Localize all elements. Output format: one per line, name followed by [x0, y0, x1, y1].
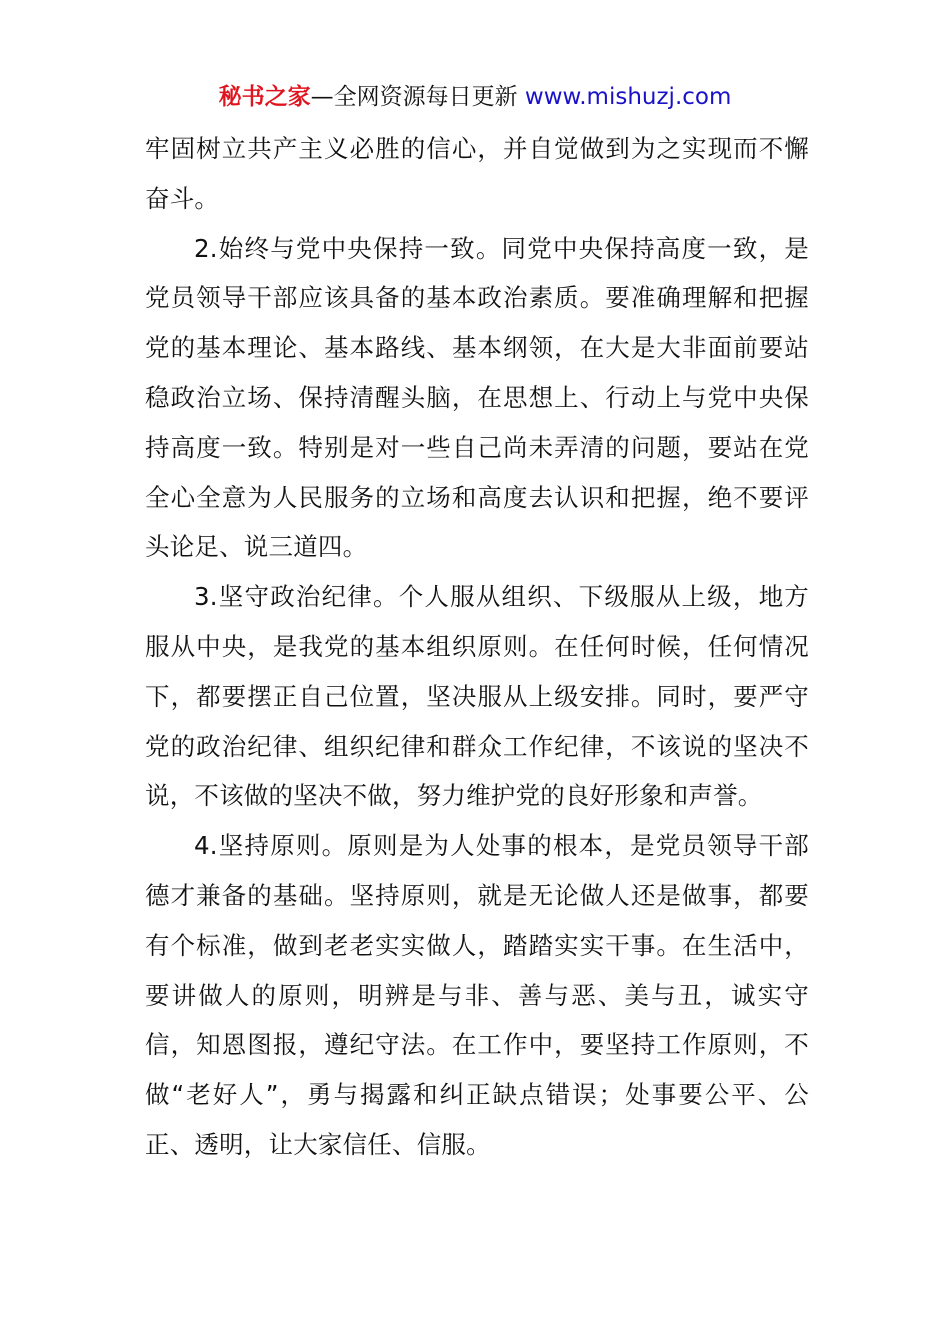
site-url-link[interactable]: www.mishuzj.com	[524, 84, 732, 110]
paragraph-political-discipline: 3.坚守政治纪律。个人服从组织、下级服从上级，地方服从中央，是我党的基本组织原则。在任何时候，任何情况下，都要摆正自己位置，坚决服从上级安排。同时，要严守党的政治纪律、组织纪律和群众工作纪律，不该说的坚决不说，不该做的坚决不做，努力维护党的良好形象和声誉。	[145, 582, 809, 811]
document-body	[145, 124, 809, 1170]
header-tagline: —全网资源每日更新	[310, 84, 518, 110]
paragraph-party-central-alignment: 2.始终与党中央保持一致。同党中央保持高度一致，是党员领导干部应该具备的基本政治素质。要准确理解和把握党的基本理论、基本路线、基本纲领，在大是大非面前要站稳政治立场、保持清醒头脑，在思想上、行动上与党中央保持高度一致。特别是对一些自己尚未弄清的问题，要站在党全心全意为人民服务的立场和高度去认识和把握，绝不要评头论足、说三道四。	[145, 233, 809, 562]
brand-name[interactable]: 秘书之家	[218, 84, 311, 110]
paragraph-adhere-principles: 4.坚持原则。原则是为人处事的根本，是党员领导干部德才兼备的基础。坚持原则，就是无论做人还是做事，都要有个标准，做到老老实实做人，踏踏实实干事。在生活中，要讲做人的原则，明辨是与非、善与恶、美与丑，诚实守信，知恩图报，遵纪守法。在工作中，要坚持工作原则，不做“老好人”，勇与揭露和纠正缺点错误；处事要公平、公正、透明，让大家信任、信服。	[145, 831, 809, 1159]
paragraph-continued: 牢固树立共产主义必胜的信心，并自觉做到为之实现而不懈奋斗。	[145, 134, 809, 213]
site-header	[0, 80, 950, 114]
